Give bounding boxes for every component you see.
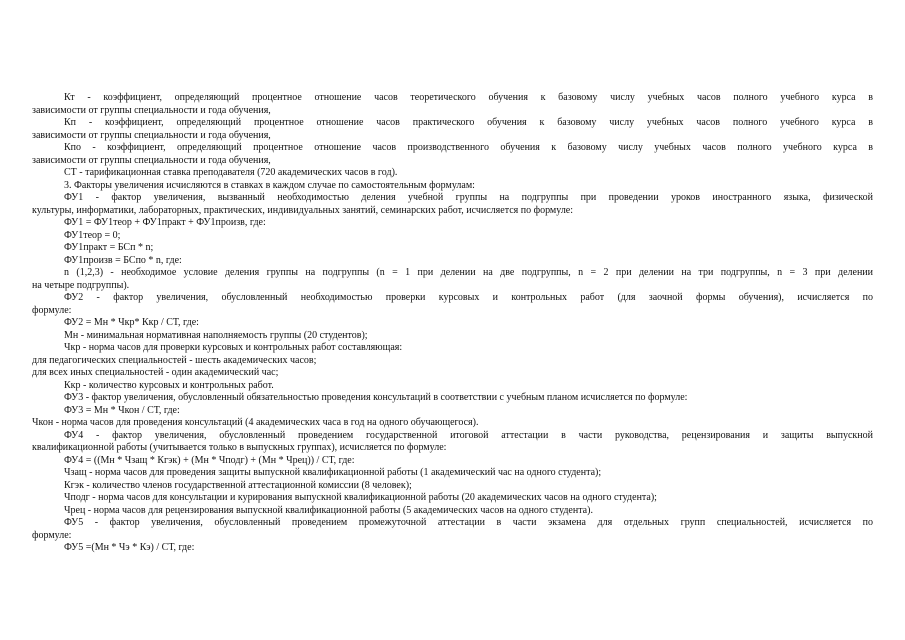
text-line: Кт - коэффициент, определяющий процентное отношение часов теоретического обучения к базовому числу учебных часов полного учебного курса в — [64, 92, 873, 103]
text-line: ФУ4 = ((Мн * Чзащ * Кгэк) + (Мн * Чподг) + (Мн * Чрец)) / СТ, где: — [64, 454, 355, 466]
text-line: Чподг - норма часов для консультации и курирования выпускной квалификационной работы (20 академических часов на одного студента); — [64, 492, 657, 503]
text-line: зависимости от группы специальности и года обучения, — [32, 104, 271, 116]
text-line: квалификационной работы (учитывается только в выпускных группах), исчисляется по формуле: — [32, 442, 447, 453]
text-line: ФУ1практ = БСп * n; — [64, 242, 154, 253]
text-line: Чкон - норма часов для проведения консультаций (4 академических часа в год на одного обучающегося). — [32, 417, 479, 428]
text-line: ФУ1теор = 0; — [64, 229, 121, 241]
text-line: формуле: — [32, 304, 72, 316]
text-line: 3. Факторы увеличения исчисляются в ставках в каждом случае по самостоятельным формулам: — [64, 179, 475, 191]
text-line: зависимости от группы специальности и года обучения, — [32, 129, 271, 141]
document-page — [32, 92, 873, 555]
text-line: ФУ2 - фактор увеличения, обусловленный необходимостью проверки курсовых и контрольных работ (для заочной формы обучения), исчисляется по — [64, 292, 873, 303]
text-line: Чзащ - норма часов для проведения защиты выпускной квалификационной работы (1 академический час на одного студента); — [64, 467, 602, 478]
text-line: ФУ2 = Мн * Чкр* Ккр / СТ, где: — [64, 317, 199, 328]
text-line: Ккр - количество курсовых и контрольных работ. — [64, 379, 274, 391]
text-line: ФУ5 =(Мн * Чэ * Кэ) / СТ, где: — [64, 542, 195, 553]
text-line: Чкр - норма часов для проверки курсовых и контрольных работ составляющая: — [64, 342, 403, 353]
text-line: Кпо - коэффициент, определяющий процентное отношение часов производственного обучения к базовому числу учебных часов полного учебного курса в — [64, 142, 873, 153]
text-line: культуры, информатики, лабораторных, практических, индивидуальных занятий, семинарских работ, исчисляется по формуле: — [32, 204, 574, 216]
text-line: ФУ1произв = БСпо * n, где: — [64, 254, 182, 266]
text-line: ФУ5 - фактор увеличения, обусловленный проведением промежуточной аттестации в части экзамена для отдельных групп специальностей, исчисляется по — [64, 517, 873, 528]
text-line: зависимости от группы специальности и года обучения, — [32, 154, 271, 166]
text-line: ФУ4 - фактор увеличения, обусловленный проведением государственной итоговой аттестации в части руководства, рецензирования и защиты выпускной — [64, 429, 873, 441]
text-line: СТ - тарификационная ставка преподавателя (720 академических часов в год). — [64, 167, 398, 178]
text-line: Мн - минимальная нормативная наполняемость группы (20 студентов); — [64, 329, 368, 341]
text-line: ФУ1 = ФУ1теор + ФУ1практ + ФУ1произв, где: — [64, 217, 266, 228]
text-line: для педагогических специальностей - шесть академических часов; — [32, 354, 317, 366]
text-line: на четыре подгруппы). — [32, 279, 130, 291]
text-line: Кгэк - количество членов государственной аттестационной комиссии (8 человек); — [64, 479, 412, 491]
text-line: n (1,2,3) - необходимое условие деления группы на подгруппы (n = 1 при делении на две подгруппы, n = 2 при делении на три подгруппы, n = 3 при делении — [64, 267, 873, 278]
text-line: ФУ3 = Мн * Чкон / СТ, где: — [64, 404, 180, 416]
text-line: для всех иных специальностей - один академический час; — [32, 367, 279, 378]
text-line: ФУ3 - фактор увеличения, обусловленный обязательностью проведения консультаций в соответствии с учебным планом исчисляется по формуле: — [64, 392, 688, 403]
text-line: формуле: — [32, 529, 72, 541]
text-line: Чрец - норма часов для рецензирования выпускной квалификационной работы (5 академических часов на одного студента). — [64, 504, 593, 516]
text-line: ФУ1 - фактор увеличения, вызванный необходимостью деления учебной группы на подгруппы при проведении уроков иностранного языка, физической — [64, 192, 873, 203]
text-line: Кп - коэффициент, определяющий процентное отношение часов практического обучения к базовому числу учебных часов полного учебного курса в — [64, 117, 873, 128]
